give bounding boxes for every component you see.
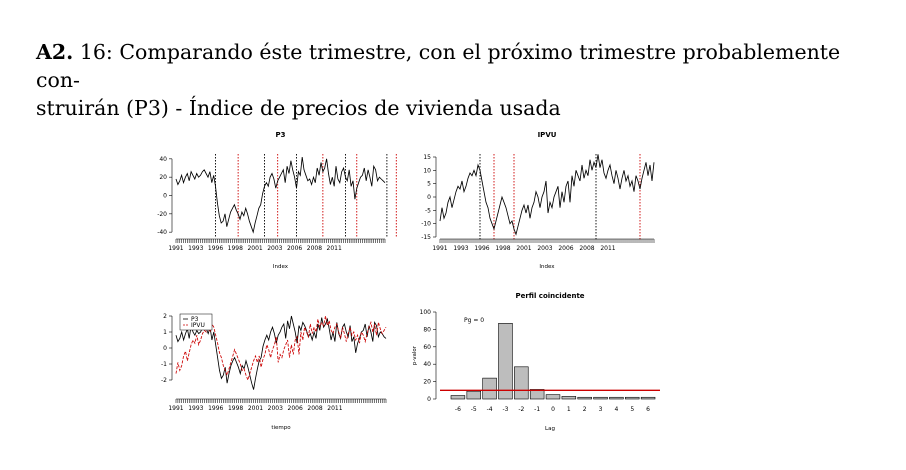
x-tick-label: -3: [502, 406, 509, 413]
x-tick-label: 2003: [267, 245, 283, 252]
annotation-text: Pg = 0: [464, 317, 485, 324]
y-tick-label: 100: [419, 309, 431, 316]
bar: [499, 323, 513, 399]
x-tick-label: -6: [454, 406, 461, 413]
x-tick-label: 2011: [600, 245, 616, 252]
x-tick-label: 3: [598, 406, 603, 413]
bar: [514, 367, 528, 399]
x-tick-label: 1998: [495, 245, 511, 252]
y-tick-label: 0: [163, 345, 167, 352]
series-line-s: [440, 154, 654, 234]
x-tick-label: -4: [486, 406, 493, 413]
y-tick-label: 2: [163, 313, 167, 320]
x-tick-label: 1991: [168, 405, 184, 412]
y-tick-label: -2: [161, 377, 167, 384]
chart-title: IPVU: [537, 131, 557, 139]
x-tick-label: 1996: [208, 405, 224, 412]
y-tick-label: 60: [423, 343, 431, 351]
coincident-profile-chart: [412, 292, 660, 432]
bar: [546, 395, 560, 399]
x-tick-label: 2001: [247, 245, 263, 252]
series-line-s: [176, 157, 385, 232]
heading-text: 16: Comparando éste trimestre, con el próximo trimestre probablemente con-: [36, 40, 841, 92]
x-tick-label: 1993: [188, 405, 204, 412]
heading-text-2: struirán (P3) - Índice de precios de vivienda usada: [36, 96, 561, 120]
y-tick-label: 40: [423, 361, 431, 369]
y-tick-label: 0: [427, 396, 431, 403]
x-axis-label: Index: [272, 264, 289, 270]
y-axis-label: p-valor: [412, 345, 418, 366]
x-tick-label: 1998: [227, 405, 244, 412]
x-tick-label: 6: [646, 406, 650, 413]
x-tick-label: 1998: [227, 245, 243, 252]
bar: [562, 396, 576, 399]
bar: [625, 397, 639, 399]
x-tick-label: 1: [566, 406, 571, 413]
x-tick-label: 2006: [558, 245, 574, 252]
x-axis-label: Index: [539, 264, 555, 270]
y-tick-label: 10: [423, 167, 431, 175]
y-tick-label: 5: [427, 180, 431, 188]
bar: [578, 397, 592, 399]
chart-title: P3: [275, 131, 286, 139]
legend-label: IPVU: [191, 322, 205, 329]
y-tick-label: -1: [161, 361, 167, 368]
y-tick-label: -20: [157, 210, 167, 218]
y-tick-label: -40: [157, 229, 167, 237]
x-tick-label: 1996: [207, 245, 224, 252]
bar: [609, 397, 623, 399]
y-tick-label: 20: [423, 378, 431, 386]
x-tick-label: 2001: [247, 405, 264, 412]
y-tick-label: -15: [421, 234, 431, 241]
x-tick-label: 2011: [326, 245, 342, 252]
x-tick-label: 2008: [307, 405, 323, 412]
bar: [483, 378, 497, 399]
bar: [467, 391, 481, 399]
heading-label: A2.: [36, 40, 74, 64]
bar: [641, 397, 655, 399]
chart-title: Perfil coincidente: [515, 292, 585, 300]
x-tick-label: 2011: [327, 405, 343, 412]
x-axis-label: Lag: [545, 426, 555, 432]
x-tick-label: 2003: [537, 245, 553, 252]
x-tick-label: 1993: [453, 245, 469, 252]
x-tick-label: 1996: [474, 245, 490, 252]
x-tick-label: -1: [534, 406, 541, 413]
bar: [451, 396, 465, 399]
x-tick-label: -5: [470, 406, 477, 413]
x-tick-label: 1991: [168, 245, 184, 252]
comparison-chart: [161, 313, 386, 431]
x-tick-label: 5: [630, 406, 635, 413]
x-tick-label: 2008: [579, 245, 595, 252]
x-tick-label: 2008: [306, 245, 323, 252]
x-tick-label: 2006: [287, 405, 303, 412]
x-tick-label: 2: [582, 406, 587, 413]
y-tick-label: 80: [423, 326, 431, 334]
y-tick-label: 0: [163, 192, 167, 200]
y-tick-label: -5: [425, 207, 431, 215]
y-tick-label: 1: [163, 329, 167, 336]
y-tick-label: 20: [159, 174, 167, 182]
y-tick-label: 40: [159, 155, 167, 163]
y-tick-label: -10: [421, 220, 431, 228]
y-tick-label: 0: [427, 194, 431, 201]
x-tick-label: 2003: [267, 405, 283, 412]
p3-chart: [157, 131, 396, 270]
x-tick-label: 1991: [432, 245, 448, 252]
x-tick-label: -2: [518, 406, 525, 413]
x-tick-label: 2001: [516, 245, 532, 252]
x-tick-label: 4: [614, 406, 619, 413]
x-tick-label: 1993: [188, 245, 204, 252]
y-tick-label: 15: [423, 154, 431, 161]
x-tick-label: 0: [551, 406, 555, 413]
x-tick-label: 2006: [286, 245, 303, 252]
x-axis-label: tiempo: [271, 425, 291, 431]
ipvu-chart: [421, 131, 654, 270]
legend-label: P3: [191, 316, 199, 323]
bar: [594, 397, 608, 399]
